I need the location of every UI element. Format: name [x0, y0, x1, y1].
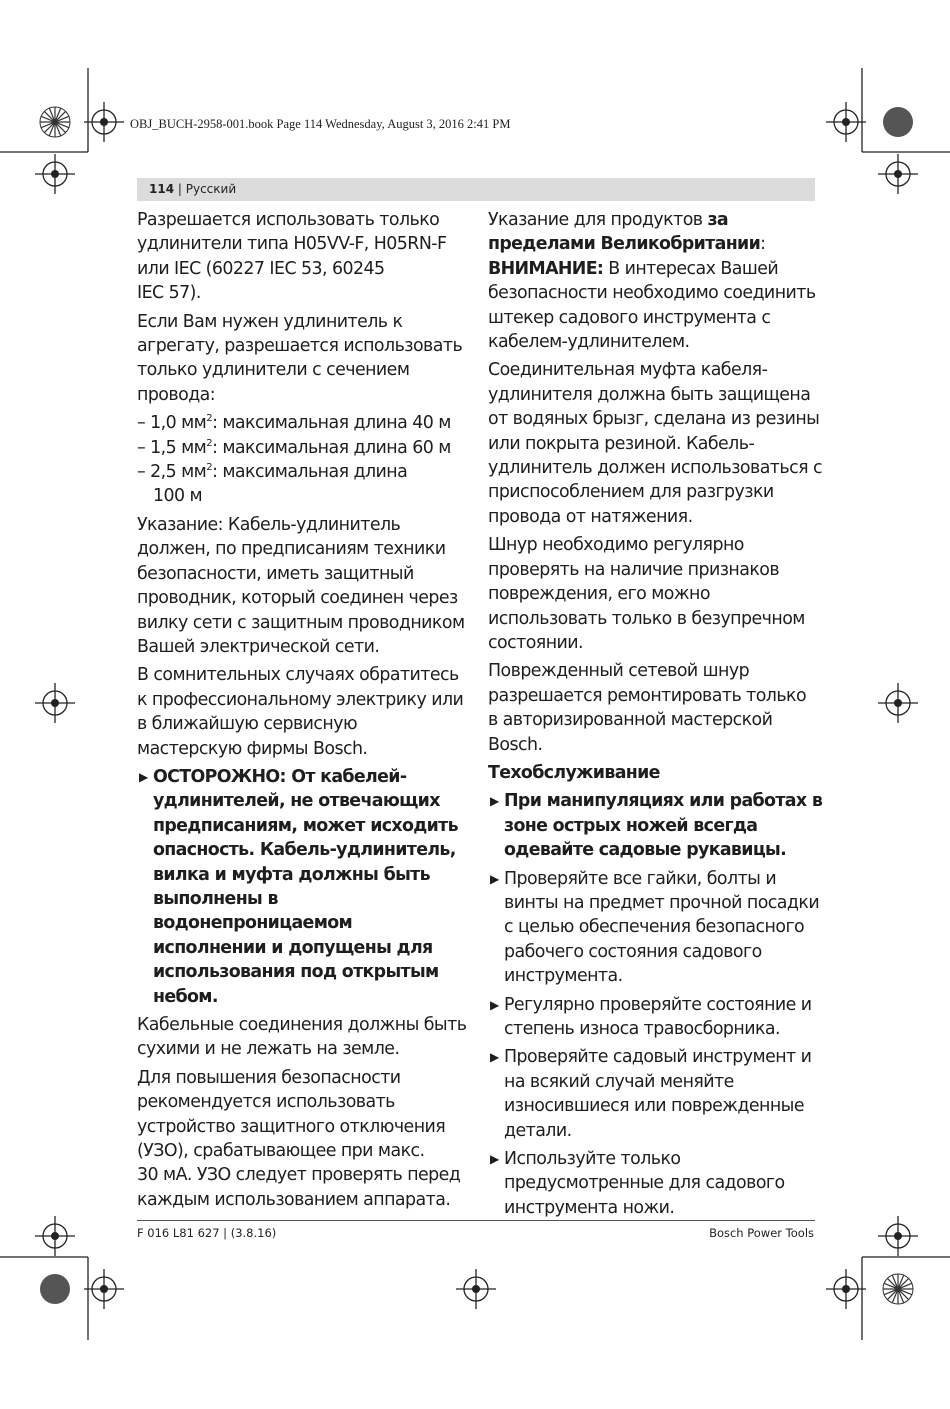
list-item: – 1,5 $мм^2$: максимальная длина 60 м: [137, 437, 451, 458]
paragraph-rcd: Для повышения безопасности рекомендуется использовать устройство защитного отключения (УЗО), срабатывающее при макс. 30 мА. УЗО следует проверять перед каждым использованием аппарата.: [137, 1067, 461, 1210]
page-number: 114: [149, 182, 175, 196]
list-item: – 1,0 $мм^2$: максимальная длина 40 м: [137, 413, 451, 434]
footer-document-code: F 016 L81 627 | (3.8.16): [137, 1226, 277, 1240]
left-column: [137, 208, 467, 1216]
warning-extension-cables: ▶ ОСТОРОЖНО: От кабелей- удлинителей, не отвечающих предписаниям, может исходить опасность. Кабель-удлинитель, вилка и муфта должны быть выполнены в водонепроницаемом исполнении и допущены для использования под открытым небом.: [139, 766, 458, 1007]
bullet-gloves: ▶ При манипуляциях или работах в зоне острых ножей всегда одевайте садовые рукавицы.: [490, 791, 823, 861]
bullet-grass-box: ▶ Регулярно проверяйте состояние и степень износа травосборника.: [490, 994, 812, 1039]
bullet-blades: ▶ Используйте только предусмотренные для садового инструмента ножи.: [490, 1149, 785, 1218]
bullet-triangle-icon: ▶: [139, 769, 148, 784]
right-column: [488, 208, 823, 1224]
bullet-triangle-icon: ▶: [490, 794, 499, 809]
bullet-check-nuts: ▶ Проверяйте все гайки, болты и винты на предмет прочной посадки с целью обеспечения безопасного рабочего состояния садового инструмента.: [490, 868, 820, 987]
section-title-maintenance: Техобслуживание: [488, 762, 660, 783]
bullet-triangle-icon: ▶: [490, 1152, 499, 1167]
bullet-triangle-icon: ▶: [490, 997, 499, 1012]
paragraph-consult-electrician: В сомнительных случаях обратитесь к профессиональному электрику или в ближайшую сервисную мастерскую фирмы Bosch.: [137, 665, 464, 759]
bullet-replace-parts: ▶ Проверяйте садовый инструмент и на всякий случай меняйте износившиеся или поврежденные детали.: [490, 1047, 812, 1141]
cable-length-list: [137, 411, 467, 509]
paragraph-coupling-protection: Соединительная муфта кабеля- удлинителя должна быть защищена от водяных брызг, сделана из резины или покрыта резиной. Кабель- удлинитель должен использоваться с приспособлением для разгрузки провода от натяжения.: [488, 360, 822, 527]
bullet-triangle-icon: ▶: [490, 1050, 499, 1065]
attention-label: ВНИМАНИЕ:: [488, 258, 604, 279]
bullet-triangle-icon: ▶: [490, 871, 499, 886]
paragraph-grounding-note: Указание: Кабель-удлинитель должен, по предписаниям техники безопасности, иметь защитный проводник, который соединен через вилку сети с защитным проводником Вашей электрической сети.: [137, 514, 465, 657]
book-file-info: OBJ_BUCH-2958-001.book Page 114 Wednesday, August 3, 2016 2:41 PM: [130, 117, 511, 131]
paragraph-uk-note: Указание для продуктов за пределами Великобритании: ВНИМАНИЕ: В интересах Вашей безопасности необходимо соединить штекер садового инструмента с кабелем-удлинителем.: [488, 210, 816, 353]
paragraph-damaged-cord: Поврежденный сетевой шнур разрешается ремонтировать только в авторизированной мастерской Bosch.: [488, 661, 807, 755]
paragraph-dry-connections: Кабельные соединения должны быть сухими и не лежать на земле.: [137, 1015, 467, 1060]
footer-divider: [137, 1220, 815, 1221]
paragraph-extension-types: Разрешается использовать только удлинители типа H05VV-F, H05RN-F или IEC (60227 IEC 53, 60245 IEC 57).: [137, 210, 447, 304]
list-item: – 2,5 $мм^2$: максимальная длина: [137, 462, 408, 483]
page-header-bar: 114 | Русский: [137, 178, 815, 201]
paragraph-cord-check: Шнур необходимо регулярно проверять на наличие признаков повреждения, его можно использовать только в безупречном состоянии.: [488, 535, 805, 653]
language-label: Русский: [185, 182, 237, 196]
list-item-continuation: 100 м: [153, 486, 203, 507]
footer-brand: Bosch Power Tools: [709, 1226, 814, 1240]
paragraph-cable-cross-section: Если Вам нужен удлинитель к агрегату, разрешается использовать только удлинители с сечением провода:: [137, 311, 463, 405]
